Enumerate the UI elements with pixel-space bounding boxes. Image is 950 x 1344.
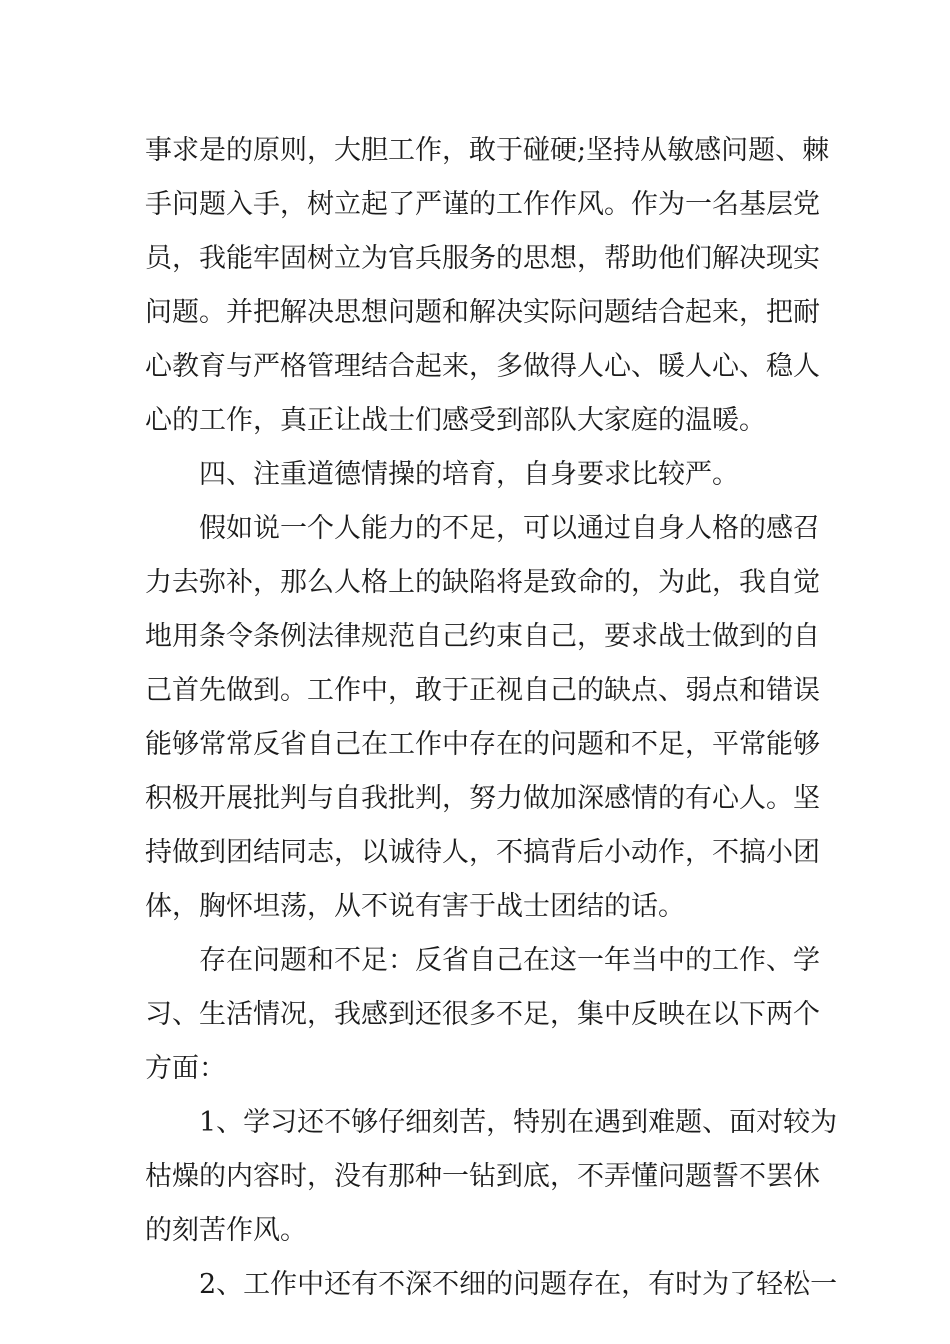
text-line: 的刻苦作风。 <box>145 1215 307 1246</box>
list-item-start: 2、工作中还有不深不细的问题存在，有时为了轻松一 <box>199 1269 838 1300</box>
text-line: 心的工作，真正让战士们感受到部队大家庭的温暖。 <box>145 405 766 436</box>
section-heading: 四、注重道德情操的培育，自身要求比较严。 <box>199 459 739 490</box>
text-line: 问题。并把解决思想问题和解决实际问题结合起来，把耐 <box>145 297 820 328</box>
text-line: 能够常常反省自己在工作中存在的问题和不足，平常能够 <box>145 729 820 760</box>
text-line: 习、生活情况，我感到还很多不足，集中反映在以下两个 <box>145 999 820 1030</box>
text-line: 手问题入手，树立起了严谨的工作作风。作为一名基层党 <box>145 189 820 220</box>
text-line: 己首先做到。工作中，敢于正视自己的缺点、弱点和错误 <box>145 675 820 706</box>
text-line: 积极开展批判与自我批判，努力做加深感情的有心人。坚 <box>145 783 820 814</box>
text-line: 持做到团结同志，以诚待人，不搞背后小动作，不搞小团 <box>145 837 820 868</box>
paragraph-start: 假如说一个人能力的不足，可以通过自身人格的感召 <box>199 513 820 544</box>
text-line: 心教育与严格管理结合起来，多做得人心、暖人心、稳人 <box>145 351 820 382</box>
text-line: 方面： <box>145 1053 226 1084</box>
list-item-start: 1、学习还不够仔细刻苦，特别在遇到难题、面对较为 <box>199 1107 838 1138</box>
text-line: 事求是的原则，大胆工作，敢于碰硬;坚持从敏感问题、棘 <box>145 135 830 166</box>
text-line: 力去弥补，那么人格上的缺陷将是致命的，为此，我自觉 <box>145 567 820 598</box>
text-line: 地用条令条例法律规范自己约束自己，要求战士做到的自 <box>145 621 820 652</box>
paragraph-start: 存在问题和不足：反省自己在这一年当中的工作、学 <box>199 945 820 976</box>
text-line: 枯燥的内容时，没有那种一钻到底，不弄懂问题誓不罢休 <box>145 1161 820 1192</box>
document-body <box>145 124 838 1312</box>
text-line: 员，我能牢固树立为官兵服务的思想，帮助他们解决现实 <box>145 243 820 274</box>
text-line: 体，胸怀坦荡，从不说有害于战士团结的话。 <box>145 891 685 922</box>
